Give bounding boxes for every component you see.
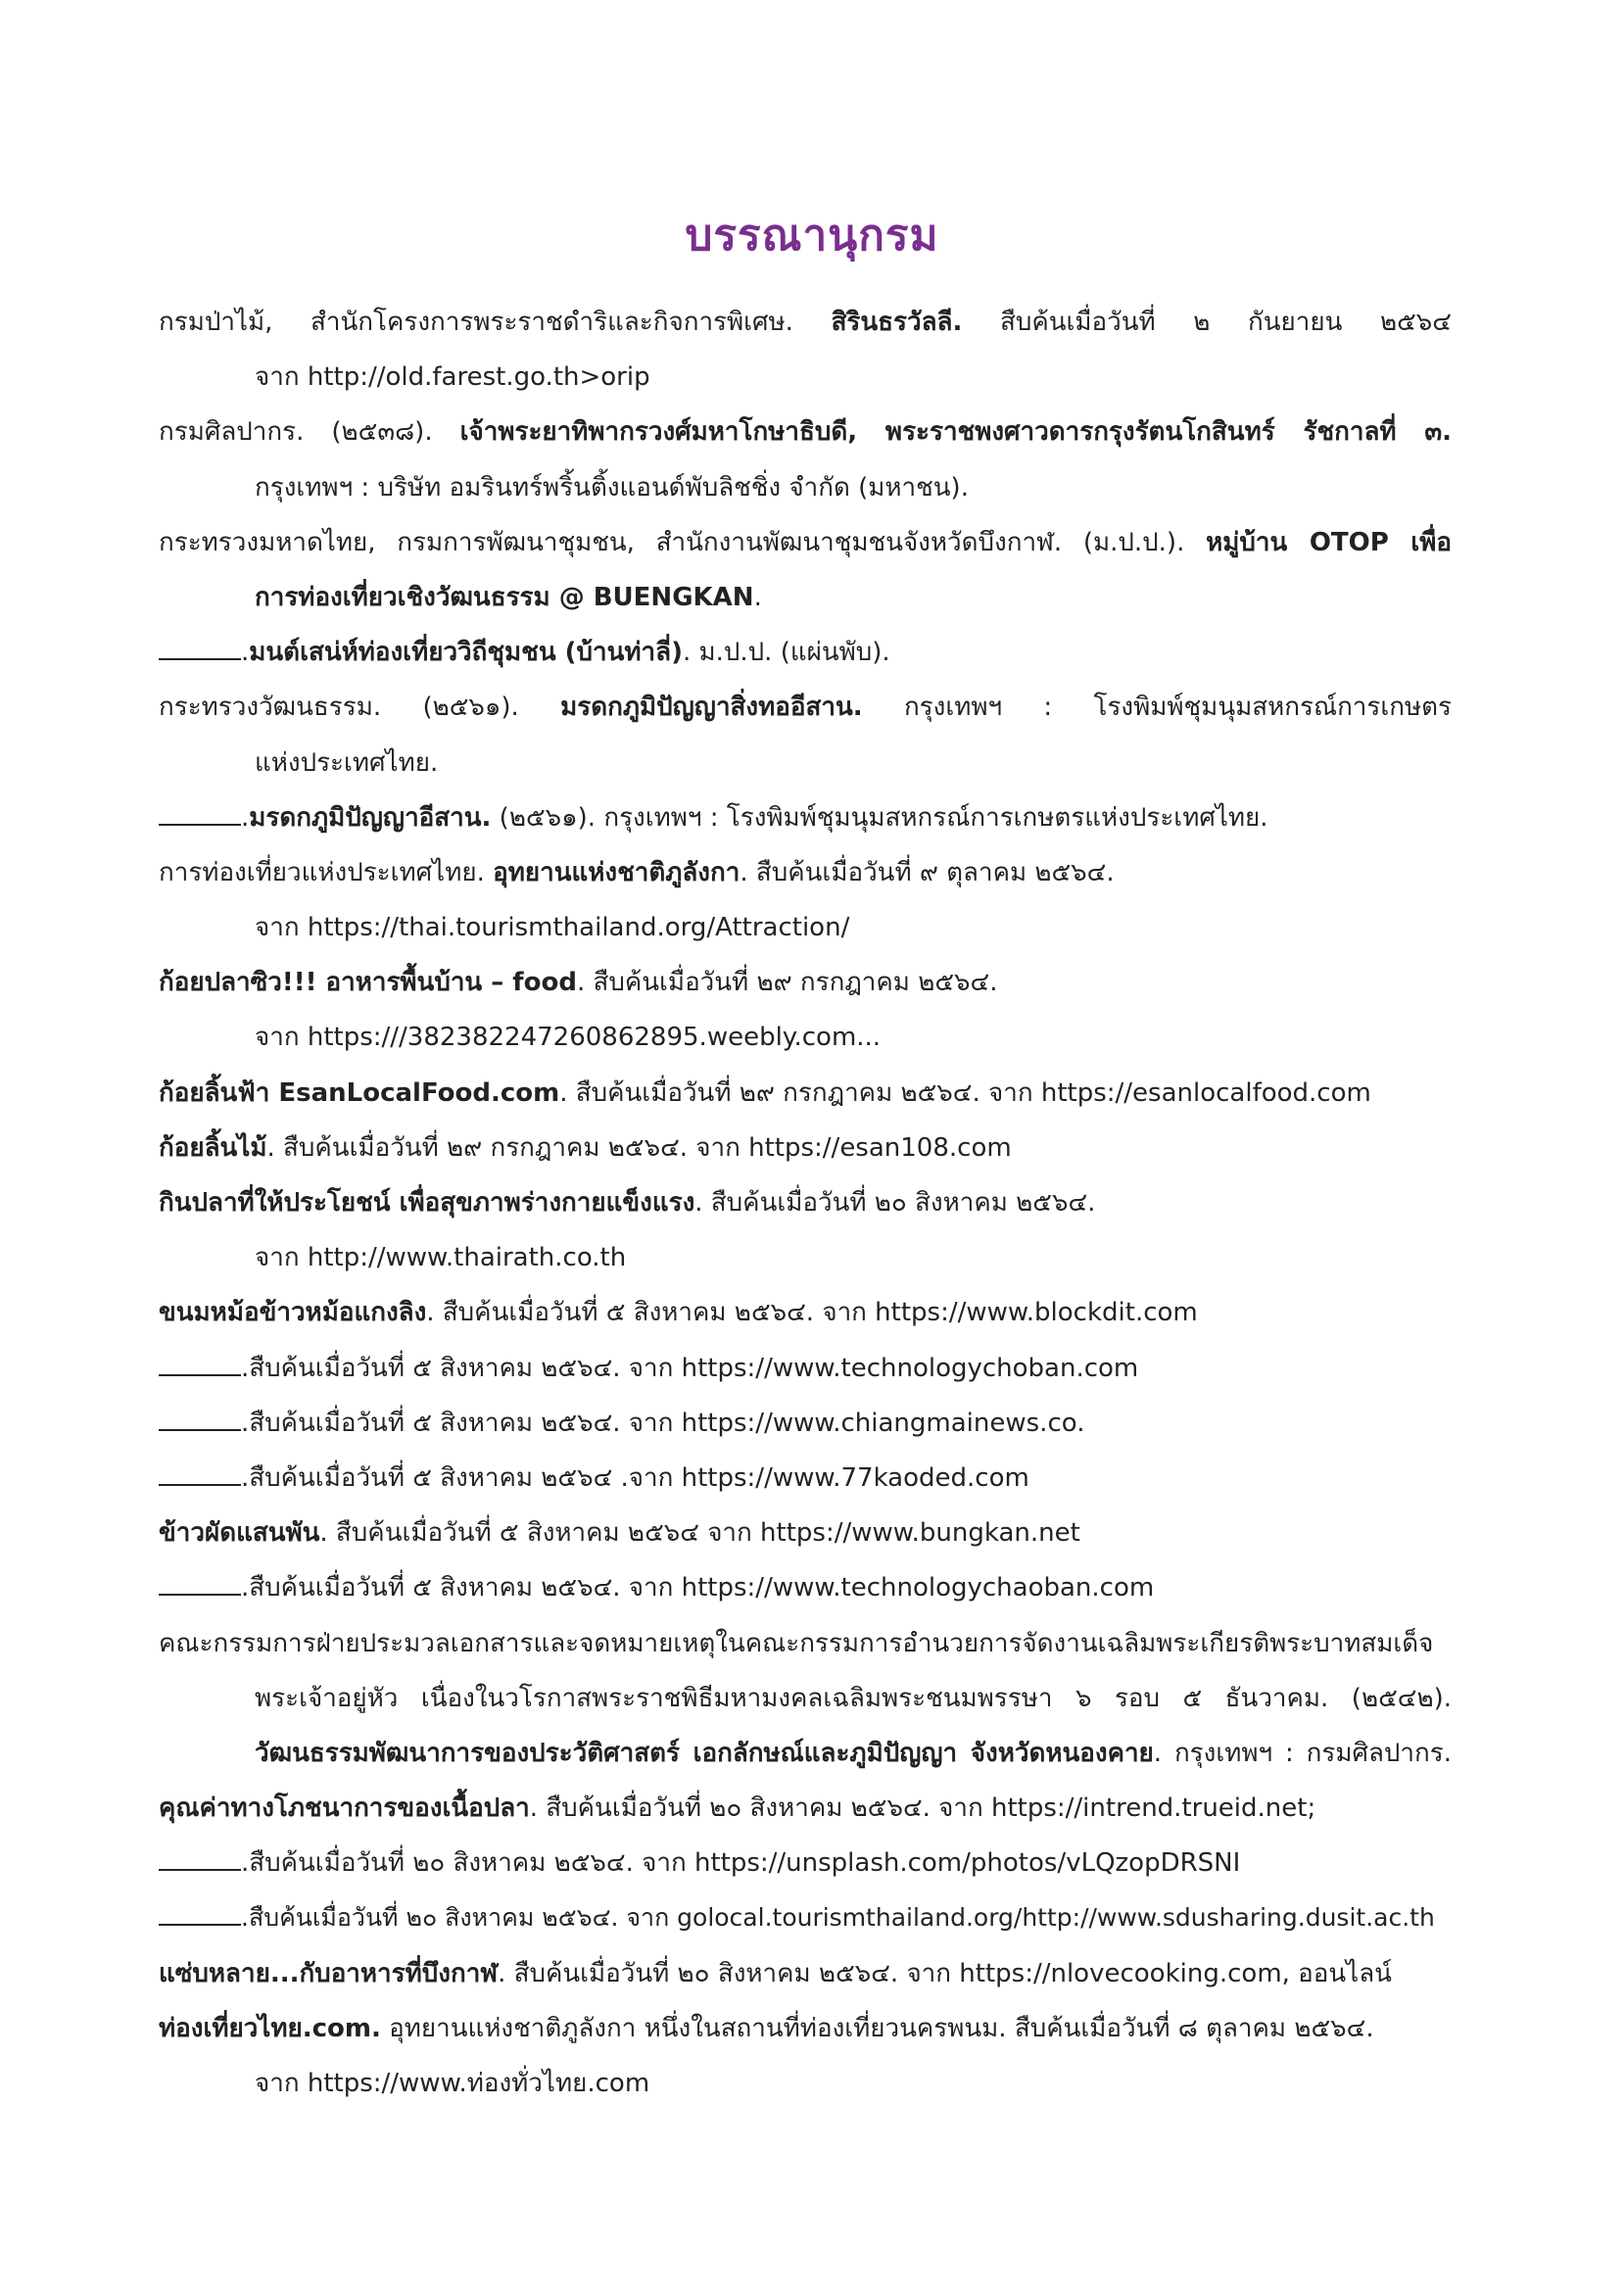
reference-line: ขนมหม้อข้าวหม้อแกงลิง. สืบค้นเมื่อวันที่ ๕ สิงหาคม ๒๕๖๔. จาก https://www.blockdit.com — [159, 1298, 1198, 1328]
reference-line: จาก http://old.farest.go.th>orip — [255, 362, 650, 393]
reference-line: .สืบค้นเมื่อวันที่ ๕ สิงหาคม ๒๕๖๔ .จาก https://www.77kaoded.com — [159, 1458, 1452, 1512]
reference-line: ข้าวผัดแสนพัน. สืบค้นเมื่อวันที่ ๕ สิงหาคม ๒๕๖๔ จาก https://www.bungkan.net — [159, 1518, 1080, 1549]
reference-line: จาก https:///382382247260862895.weebly.com... — [255, 1023, 882, 1053]
reference-line: .มรดกภูมิปัญญาอีสาน. (๒๕๖๑). กรุงเทพฯ : โรงพิมพ์ชุมนุมสหกรณ์การเกษตรแห่งประเทศไทย. — [159, 797, 1452, 852]
reference-line: .สืบค้นเมื่อวันที่ ๒๐ สิงหาคม ๒๕๖๔. จาก golocal.tourismthailand.org/http://www.sdusharing.dusit.ac.th — [159, 1897, 1452, 1952]
repeat-author-dash — [159, 1353, 241, 1376]
reference-line: จาก https://www.ท่องทั่วไทย.com — [255, 2069, 650, 2098]
reference-line: จาก https://thai.tourismthailand.org/Attraction/ — [255, 913, 850, 943]
reference-line: กรมป่าไม้, สำนักโครงการพระราชดำริและกิจการพิเศษ. สิรินธรวัลลี. สืบค้นเมื่อวันที่ ๒ กันยายน ๒๕๖๔ — [159, 308, 1452, 337]
reference-line: คณะกรรมการฝ่ายประมวลเอกสารและจดหมายเหตุในคณะกรรมการอำนวยการจัดงานเฉลิมพระเกียรติพระบาทสมเด็จ — [159, 1628, 1434, 1658]
reference-line: การท่องเที่ยวแห่งประเทศไทย. อุทยานแห่งชาติภูลังกา. สืบค้นเมื่อวันที่ ๙ ตุลาคม ๒๕๖๔. — [159, 857, 1115, 887]
repeat-author-dash — [159, 637, 241, 660]
reference-line: ก้อยลิ้นฟ้า EsanLocalFood.com. สืบค้นเมื่อวันที่ ๒๙ กรกฎาคม ๒๕๖๔. จาก https://esanlocalfood.com — [159, 1077, 1371, 1108]
reference-line: .สืบค้นเมื่อวันที่ ๕ สิงหาคม ๒๕๖๔. จาก https://www.technologychoban.com — [159, 1348, 1452, 1403]
reference-line: .สืบค้นเมื่อวันที่ ๕ สิงหาคม ๒๕๖๔. จาก https://www.technologychaoban.com — [159, 1567, 1452, 1622]
reference-line: .มนต์เสน่ห์ท่องเที่ยววิถีชุมชน (บ้านท่าลี่). ม.ป.ป. (แผ่นพับ). — [159, 632, 1452, 687]
reference-line: กินปลาที่ให้ประโยชน์ เพื่อสุขภาพร่างกายแข็งแรง. สืบค้นเมื่อวันที่ ๒๐ สิงหาคม ๒๕๖๔. — [159, 1188, 1096, 1218]
reference-line: วัฒนธรรมพัฒนาการของประวัติศาสตร์ เอกลักษณ์และภูมิปัญญา จังหวัดหนองคาย. กรุงเทพฯ : กรมศิลปากร. — [255, 1738, 1452, 1768]
reference-line: กรุงเทพฯ : บริษัท อมรินทร์พริ้นติ้งแอนด์พับลิชชิ่ง จำกัด (มหาชน). — [255, 472, 969, 502]
repeat-author-dash — [159, 1572, 241, 1596]
reference-line: กระทรวงมหาดไทย, กรมการพัฒนาชุมชน, สำนักงานพัฒนาชุมชนจังหวัดบึงกาฬ. (ม.ป.ป.). หมู่บ้าน OTOP เพื่อ — [159, 527, 1452, 557]
reference-line: ก้อยลิ้นไม้. สืบค้นเมื่อวันที่ ๒๙ กรกฎาคม ๒๕๖๔. จาก https://esan108.com — [159, 1132, 1012, 1163]
reference-line: แซ่บหลาย...กับอาหารที่บึงกาฬ. สืบค้นเมื่อวันที่ ๒๐ สิงหาคม ๒๕๖๔. จาก https://nlovecooking.com, ออนไลน์ — [159, 1958, 1392, 1988]
repeat-author-dash — [159, 1408, 241, 1431]
reference-line: จาก http://www.thairath.co.th — [255, 1243, 627, 1273]
reference-line: แห่งประเทศไทย. — [255, 747, 439, 778]
reference-line: ก้อยปลาซิว!!! อาหารพื้นบ้าน – food. สืบค้นเมื่อวันที่ ๒๙ กรกฎาคม ๒๕๖๔. — [159, 968, 998, 998]
repeat-author-dash — [159, 1847, 241, 1871]
repeat-author-dash — [159, 1462, 241, 1486]
repeat-author-dash — [159, 1902, 241, 1926]
reference-line: .สืบค้นเมื่อวันที่ ๒๐ สิงหาคม ๒๕๖๔. จาก https://unsplash.com/photos/vLQzopDRSNI — [159, 1842, 1452, 1897]
reference-line: พระเจ้าอยู่หัว เนื่องในวโรกาสพระราชพิธีมหามงคลเฉลิมพระชนมพรรษา ๖ รอบ ๕ ธันวาคม. (๒๕๔๒). — [255, 1683, 1452, 1713]
reference-line: คุณค่าทางโภชนาการของเนื้อปลา. สืบค้นเมื่อวันที่ ๒๐ สิงหาคม ๒๕๖๔. จาก https://intrend.trueid.net; — [159, 1794, 1316, 1824]
reference-line: การท่องเที่ยวเชิงวัฒนธรรม @ BUENGKAN. — [255, 582, 762, 612]
page-title: บรรณานุกรม — [685, 211, 939, 261]
reference-line: กรมศิลปากร. (๒๕๓๘). เจ้าพระยาทิพากรวงศ์มหาโกษาธิบดี, พระราชพงศาวดารกรุงรัตนโกสินทร์ รัชกาลที่ ๓. — [159, 417, 1452, 448]
reference-line: .สืบค้นเมื่อวันที่ ๕ สิงหาคม ๒๕๖๔. จาก https://www.chiangmainews.co. — [159, 1403, 1452, 1458]
reference-line: ท่องเที่ยวไทย.com. อุทยานแห่งชาติภูลังกา หนึ่งในสถานที่ท่องเที่ยวนครพนม. สืบค้นเมื่อวันที่ ๘ ตุลาคม ๒๕๖๔. — [159, 2013, 1374, 2043]
repeat-author-dash — [159, 802, 241, 826]
reference-line: กระทรวงวัฒนธรรม. (๒๕๖๑). มรดกภูมิปัญญาสิ่งทออีสาน. กรุงเทพฯ : โรงพิมพ์ชุมนุมสหกรณ์การเกษตร — [159, 693, 1452, 723]
reference-list — [159, 302, 1452, 2118]
